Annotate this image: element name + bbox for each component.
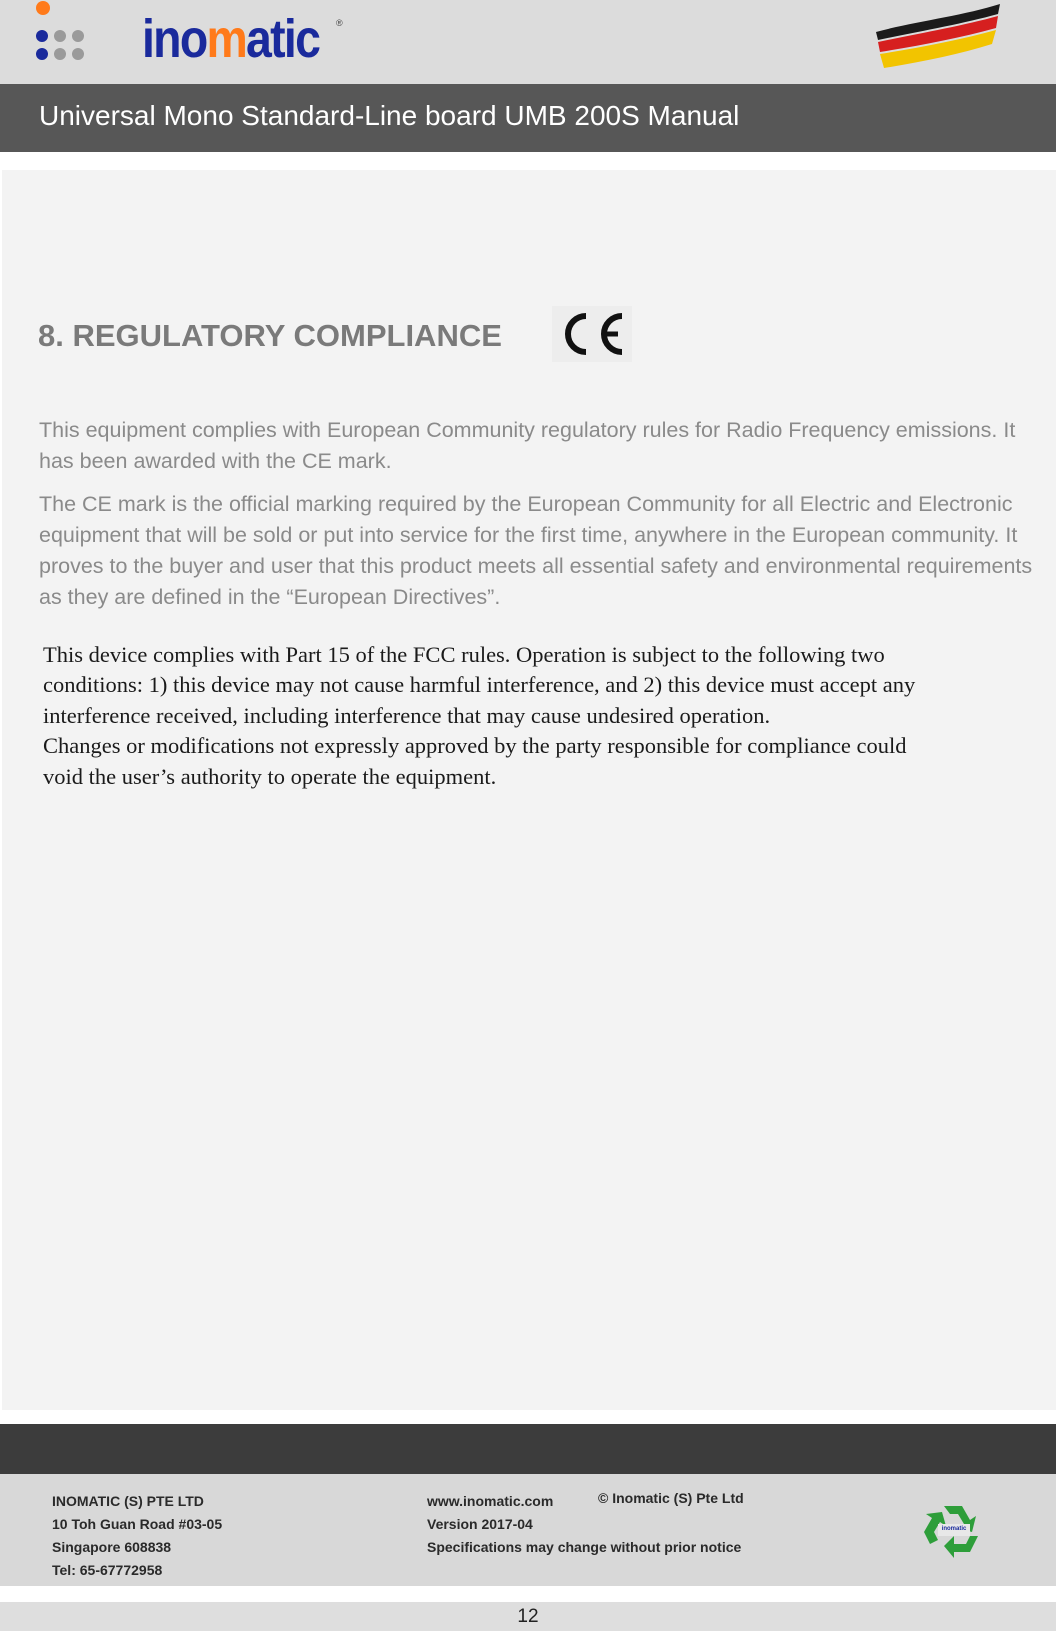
company-address — [52, 1490, 222, 1582]
recycle-logo — [922, 1500, 986, 1560]
recycle-logo-text: inomatic — [941, 1526, 967, 1532]
page-number: 12 — [517, 1606, 539, 1627]
german-flag-icon — [872, 2, 1004, 74]
fcc-line: void the user’s authority to operate the equipment. — [43, 763, 497, 789]
title-bar — [0, 84, 1056, 152]
section-heading: 8. REGULATORY COMPLIANCE — [38, 318, 502, 353]
logo-wordmark: inomatic — [142, 9, 320, 69]
document-title: Universal Mono Standard-Line board UMB 200S Manual — [39, 100, 740, 131]
fcc-line: This device complies with Part 15 of the FCC rules. Operation is subject to the following two — [43, 642, 885, 667]
header-band — [0, 0, 1056, 84]
footer-dark-band — [0, 1424, 1056, 1474]
registered-mark: ® — [336, 18, 343, 28]
address-line: 10 Toh Guan Road #03-05 — [52, 1516, 223, 1532]
copyright: © Inomatic (S) Pte Ltd — [598, 1490, 744, 1506]
fcc-statement — [43, 640, 1003, 792]
website-link[interactable]: www.inomatic.com — [427, 1493, 554, 1509]
disclaimer: Specifications may change without prior notice — [427, 1539, 742, 1555]
inomatic-logo — [34, 0, 343, 72]
fcc-line: interference received, including interference that may cause undesired operation. — [43, 702, 771, 728]
page-number-bar — [0, 1602, 1056, 1631]
ce-mark-icon — [552, 306, 632, 362]
address-line: Singapore 608838 — [52, 1539, 172, 1555]
telephone: Tel: 65-67772958 — [52, 1562, 163, 1578]
ce-mark — [552, 306, 632, 362]
fcc-line: Changes or modifications not expressly approved by the party responsible for compliance could — [43, 733, 907, 759]
version-label: Version 2017-04 — [427, 1516, 533, 1532]
inomatic-logo-icon — [34, 0, 134, 72]
ce-paragraph-1: This equipment complies with European Community regulatory rules for Radio Frequency emissions. It has been awarded with the CE mark. — [39, 418, 1016, 473]
ce-paragraph-2: The CE mark is the official marking required by the European Community for all Electric and Electronic equipment that will be sold or put into service for the first time, anywhere in the European community. It proves to the buyer and user that this product meets all essential safety and environmental requirements as they are defined in the “European Directives”. — [39, 492, 1033, 609]
company-name: INOMATIC (S) PTE LTD — [52, 1493, 204, 1509]
fcc-line: conditions: 1) this device may not cause harmful interference, and 2) this device must accept any — [43, 672, 916, 698]
